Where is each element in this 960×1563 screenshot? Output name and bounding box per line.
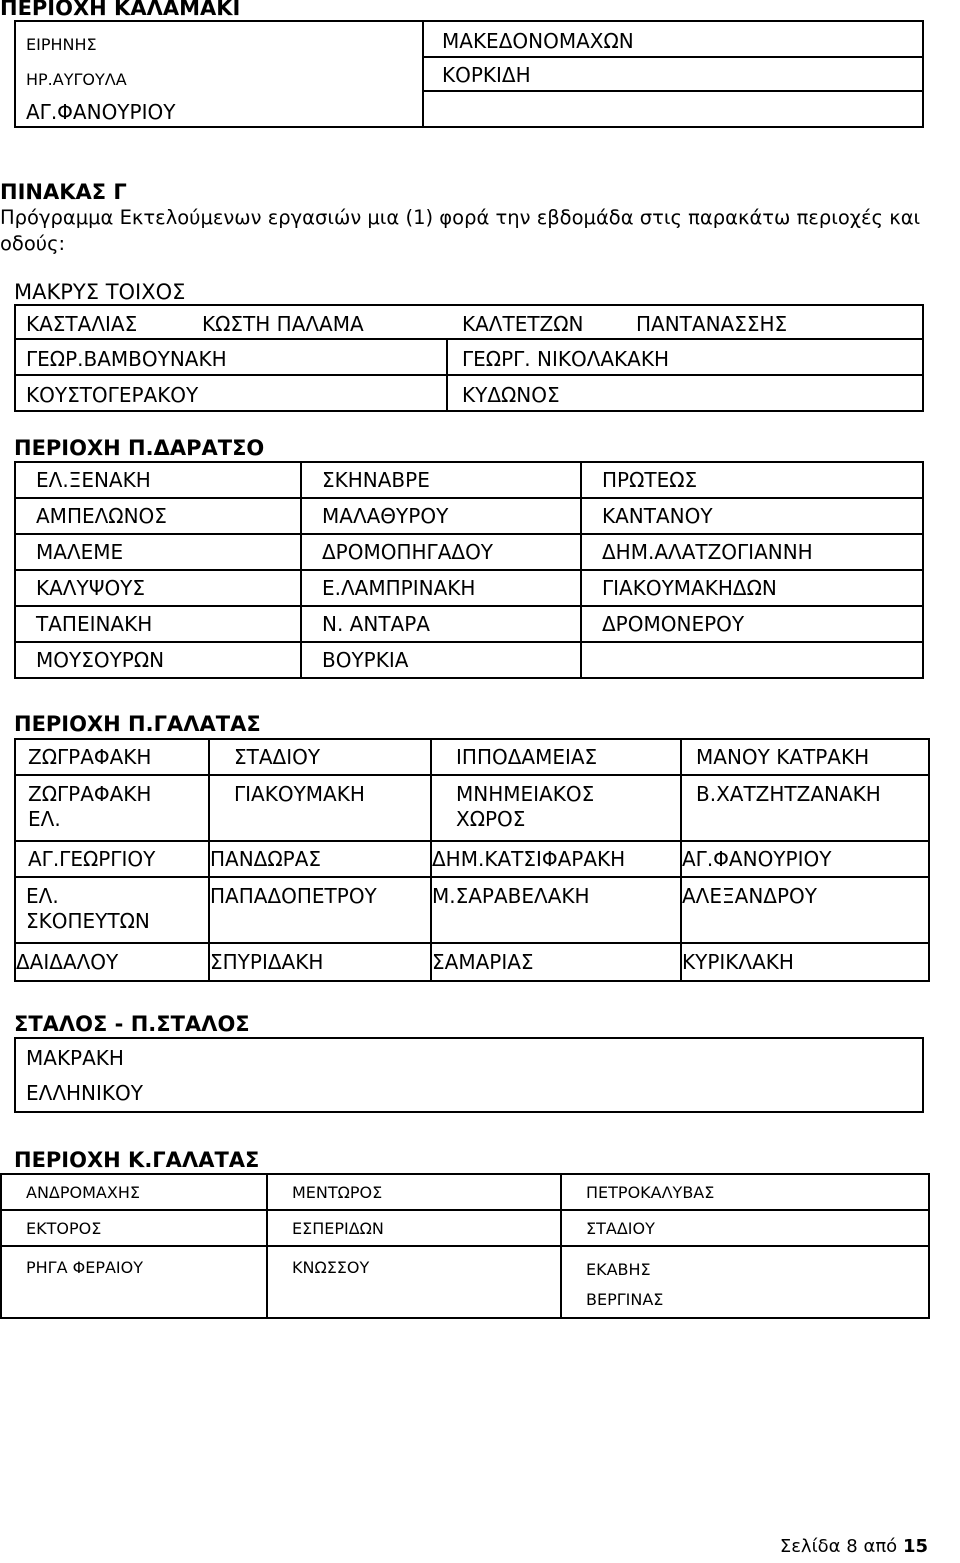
table-cell: ΜΑΛΕΜΕ	[15, 534, 301, 570]
footer-total: 15	[902, 1536, 928, 1557]
page-footer	[780, 1536, 928, 1557]
table-row	[15, 462, 923, 498]
table-cell: Ε.ΛΑΜΠΡΙΝΑΚΗ	[301, 570, 581, 606]
table-cell: Β.ΧΑΤΖΗΤΖΑΝΑΚΗ	[681, 775, 929, 841]
table-cell: ΜΑΝΟΥ ΚΑΤΡΑΚΗ	[681, 739, 929, 775]
table-row	[15, 877, 929, 943]
makrys-row-2-left	[14, 338, 448, 376]
kalamaki-right-cell-2	[422, 56, 924, 92]
table-cell: ΤΑΠΕΙΝΑΚΗ	[15, 606, 301, 642]
section-title-kalamaki: ΠΕΡΙΟΧΗ ΚΑΛΑΜΑΚΙ	[0, 0, 241, 20]
cell-text: ΕΚΑΒΗΣ	[586, 1260, 651, 1279]
table-cell: ΣΠΥΡΙΔΑΚΗ	[209, 943, 431, 981]
street-name: ΚΥΔΩΝΟΣ	[462, 383, 560, 407]
street-name: ΓΕΩΡ.ΒΑΜΒΟΥΝΑΚΗ	[26, 347, 227, 371]
table-row	[15, 775, 929, 841]
table-cell	[15, 877, 209, 943]
table-heading: ΠΙΝΑΚΑΣ Γ	[0, 180, 127, 204]
makrys-row-1	[14, 304, 924, 340]
table-cell: ΔΡΟΜΟΝΕΡΟΥ	[581, 606, 923, 642]
section-title-daratso: ΠΕΡΙΟΧΗ Π.ΔΑΡΑΤΣΟ	[14, 436, 265, 460]
table-cell: ΒΟΥΡΚΙΑ	[301, 642, 581, 678]
section-title-makrys-toixos: ΜΑΚΡΥΣ ΤΟΙΧΟΣ	[14, 280, 186, 304]
street-name: ΚΩΣΤΗ ΠΑΛΑΜΑ	[202, 312, 364, 336]
footer-prefix: Σελίδα	[779, 1536, 841, 1557]
table-cell: ΜΑΛΑΘΥΡΟΥ	[301, 498, 581, 534]
table-cell: ΣΚΗΝΑΒΡΕ	[301, 462, 581, 498]
cell-text: ΕΛ. ΣΚΟΠΕΥΤΩΝ	[26, 884, 150, 933]
daratso-table	[14, 461, 924, 679]
table-cell-empty	[581, 642, 923, 678]
table-row	[15, 534, 923, 570]
k-galatas-table	[0, 1173, 930, 1319]
footer-page: 8	[846, 1536, 858, 1557]
cell-text: ΒΕΡΓΙΝΑΣ	[586, 1290, 664, 1309]
street-name: ΕΙΡΗΝΗΣ	[26, 35, 97, 54]
table-row	[1, 1246, 929, 1318]
table-cell: ΣΑΜΑΡΙΑΣ	[431, 943, 681, 981]
table-cell: ΓΙΑΚΟΥΜΑΚΗΔΩΝ	[581, 570, 923, 606]
table-cell: ΠΑΝΔΩΡΑΣ	[209, 841, 431, 877]
table-cell: ΚΑΝΤΑΝΟΥ	[581, 498, 923, 534]
makrys-row-2-right	[446, 338, 924, 376]
cell-text: ΜΝΗΜΕΙΑΚΟΣ ΧΩΡΟΣ	[456, 782, 595, 831]
table-row	[15, 739, 929, 775]
table-cell: ΖΩΓΡΑΦΑΚΗ	[15, 739, 209, 775]
table-cell: ΠΡΩΤΕΩΣ	[581, 462, 923, 498]
table-cell: ΡΗΓΑ ΦΕΡΑΙΟΥ	[1, 1246, 267, 1318]
table-row	[15, 841, 929, 877]
section-title-p-galatas: ΠΕΡΙΟΧΗ Π.ΓΑΛΑΤΑΣ	[14, 712, 261, 736]
street-name: ΑΓ.ΦΑΝΟΥΡΙΟΥ	[26, 100, 176, 124]
stalos-cell	[14, 1037, 924, 1113]
intro-text-line-1: Πρόγραμμα Εκτελούμενων εργασιών μια (1) φορά την εβδομάδα στις παρακάτω περιοχές και	[0, 206, 921, 229]
cell-text: ΖΩΓΡΑΦΑΚΗ ΕΛ.	[28, 782, 152, 831]
table-cell: ΠΑΠΑΔΟΠΕΤΡΟΥ	[209, 877, 431, 943]
table-cell	[431, 775, 681, 841]
table-cell: ΜΟΥΣΟΥΡΩΝ	[15, 642, 301, 678]
table-cell: ΔΡΟΜΟΠΗΓΑΔΟΥ	[301, 534, 581, 570]
p-galatas-table	[14, 738, 930, 982]
table-row	[15, 498, 923, 534]
table-row	[15, 943, 929, 981]
table-cell: ΚΑΛΥΨΟΥΣ	[15, 570, 301, 606]
street-name: ΚΟΡΚΙΔΗ	[442, 63, 531, 87]
table-cell: ΑΜΠΕΛΩΝΟΣ	[15, 498, 301, 534]
table-row	[1, 1174, 929, 1210]
table-cell: ΙΠΠΟΔΑΜΕΙΑΣ	[431, 739, 681, 775]
street-name: ΜΑΚΕΔΟΝΟΜΑΧΩΝ	[442, 29, 634, 53]
makrys-row-3-left	[14, 374, 448, 412]
kalamaki-right-cell-1	[422, 20, 924, 58]
table-cell: ΚΥΡΙΚΛΑΚΗ	[681, 943, 929, 981]
kalamaki-left-cell	[14, 20, 424, 128]
table-cell: ΑΓ.ΦΑΝΟΥΡΙΟΥ	[681, 841, 929, 877]
kalamaki-right-cell-3	[422, 90, 924, 128]
table-cell: ΣΤΑΔΙΟΥ	[209, 739, 431, 775]
street-name: ΗΡ.ΑΥΓΟΥΛΑ	[26, 70, 127, 89]
section-title-stalos: ΣΤΑΛΟΣ - Π.ΣΤΑΛΟΣ	[14, 1012, 250, 1036]
table-cell: ΕΣΠΕΡΙΔΩΝ	[267, 1210, 561, 1246]
table-cell: ΔΗΜ.ΑΛΑΤΖΟΓΙΑΝΝΗ	[581, 534, 923, 570]
table-cell: ΑΝΔΡΟΜΑΧΗΣ	[1, 1174, 267, 1210]
table-cell: ΔΑΙΔΑΛΟΥ	[15, 943, 209, 981]
street-name: ΓΕΩΡΓ. ΝΙΚΟΛΑΚΑΚΗ	[462, 347, 670, 371]
table-cell: ΣΤΑΔΙΟΥ	[561, 1210, 929, 1246]
table-cell: Ν. ΑΝΤΑΡΑ	[301, 606, 581, 642]
table-cell: ΕΚΤΟΡΟΣ	[1, 1210, 267, 1246]
table-cell: ΜΕΝΤΩΡΟΣ	[267, 1174, 561, 1210]
intro-text-line-2: οδούς:	[0, 232, 66, 255]
makrys-row-3-right	[446, 374, 924, 412]
street-name: ΚΑΣΤΑΛΙΑΣ	[26, 312, 138, 336]
street-name: ΜΑΚΡΑΚΗ	[26, 1046, 124, 1070]
section-title-k-galatas: ΠΕΡΙΟΧΗ Κ.ΓΑΛΑΤΑΣ	[14, 1148, 260, 1172]
table-row	[1, 1210, 929, 1246]
table-cell: ΕΛ.ΞΕΝΑΚΗ	[15, 462, 301, 498]
table-cell	[561, 1246, 929, 1318]
street-name: ΚΟΥΣΤΟΓΕΡΑΚΟΥ	[26, 383, 199, 407]
table-cell: Μ.ΣΑΡΑΒΕΛΑΚΗ	[431, 877, 681, 943]
table-cell: ΔΗΜ.ΚΑΤΣΙΦΑΡΑΚΗ	[431, 841, 681, 877]
street-name: ΠΑΝΤΑΝΑΣΣΗΣ	[636, 312, 788, 336]
table-row	[15, 606, 923, 642]
table-cell: ΓΙΑΚΟΥΜΑΚΗ	[209, 775, 431, 841]
table-row	[15, 570, 923, 606]
table-cell: ΑΛΕΞΑΝΔΡΟΥ	[681, 877, 929, 943]
footer-middle: από	[863, 1536, 898, 1557]
table-cell: ΠΕΤΡΟΚΑΛΥΒΑΣ	[561, 1174, 929, 1210]
table-cell: ΚΝΩΣΣΟΥ	[267, 1246, 561, 1318]
table-cell: ΑΓ.ΓΕΩΡΓΙΟΥ	[15, 841, 209, 877]
street-name: ΚΑΛΤΕΤΖΩΝ	[462, 312, 584, 336]
street-name: ΕΛΛΗΝΙΚΟΥ	[26, 1081, 143, 1105]
table-cell	[15, 775, 209, 841]
table-row	[15, 642, 923, 678]
